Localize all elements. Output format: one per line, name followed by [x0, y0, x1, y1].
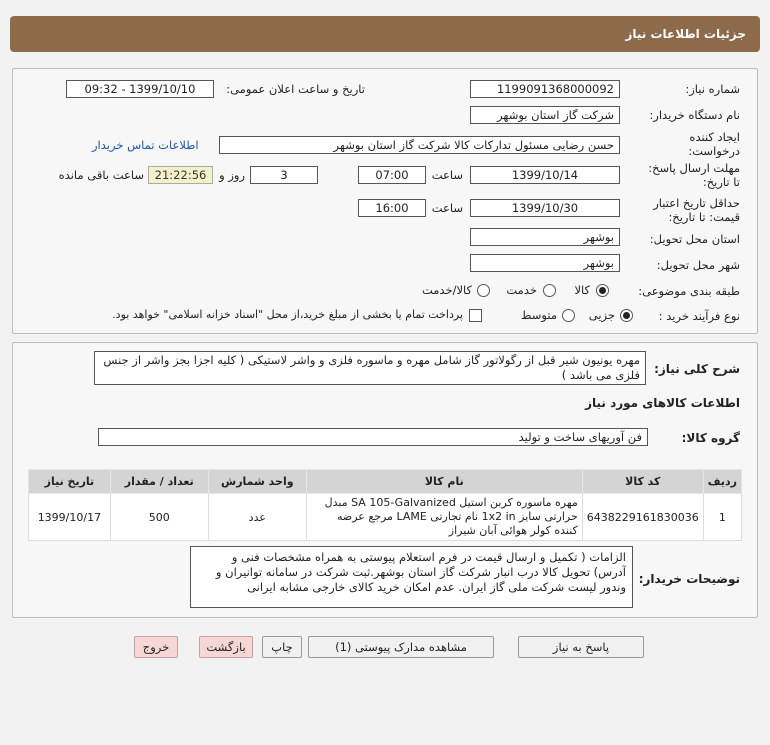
goods-group-field: فن آوریهای ساخت و تولید	[98, 428, 648, 446]
table-row[interactable]	[29, 494, 742, 541]
attachments-button[interactable]: مشاهده مدارک پیوستی (1)	[308, 636, 494, 658]
process-option-medium: متوسط	[520, 308, 557, 322]
days-field: 3	[250, 166, 318, 184]
reply-button[interactable]: پاسخ به نیاز	[518, 636, 644, 658]
process-option-minor: جزیی	[588, 308, 615, 322]
validity-time-field: 16:00	[358, 199, 426, 217]
category-label: طبقه بندی موضوعی:	[638, 284, 740, 298]
page-header	[10, 16, 760, 52]
print-button[interactable]: چاپ	[262, 636, 302, 658]
buyer-notes-field: الزامات ( تکمیل و ارسال قیمت در فرم استعلام پیوستی به همراه مشخصات فنی و آدرس) تحویل کالا درب انبار شرکت گاز استان بوشهر.ثبت شرکت در سامانه توانیران و وندور لیست شرکت ملی گاز ایران. عدم امکان خرید کالای خارجی مشابه ایرانی	[190, 546, 633, 608]
deadline-label-2: تا تاریخ:	[702, 175, 740, 189]
back-button[interactable]: بازگشت	[199, 636, 253, 658]
days-label: روز و	[219, 168, 245, 182]
need-number-field: 1199091368000092	[470, 80, 620, 98]
col-code: کد کالا	[582, 470, 703, 494]
cell-code: 6438229161830036	[582, 494, 703, 541]
process-label: نوع فرآیند خرید :	[658, 309, 740, 323]
category-radio-both[interactable]	[477, 284, 490, 297]
deadline-label-1: مهلت ارسال پاسخ:	[648, 161, 740, 175]
need-number-label: شماره نیاز:	[685, 82, 740, 96]
cell-qty: 500	[110, 494, 208, 541]
validity-label-1: حداقل تاریخ اعتبار	[653, 196, 740, 210]
deadline-time-field: 07:00	[358, 166, 426, 184]
category-option-both: کالا/خدمت	[421, 283, 472, 297]
contact-buyer-link[interactable]: اطلاعات تماس خریدار	[92, 138, 199, 152]
payment-checkbox[interactable]	[469, 309, 482, 322]
remaining-timer: 21:22:56	[148, 166, 213, 184]
col-name: نام کالا	[306, 470, 582, 494]
description-label: شرح کلی نیاز:	[654, 362, 740, 376]
deadline-date-field: 1399/10/14	[470, 166, 620, 184]
cell-name: مهره ماسوره کربن استیل SA 105-Galvanized مبدل حرارتی سایز 1x2 in نام تجارتی LAME مرجع عرضه کننده کولر هوائی آبان شیراز	[306, 494, 582, 541]
validity-time-label: ساعت	[431, 201, 463, 215]
category-option-goods: کالا	[574, 283, 590, 297]
buyer-label: نام دستگاه خریدار:	[649, 108, 740, 122]
goods-group-label: گروه کالا:	[681, 431, 740, 445]
province-field: بوشهر	[470, 228, 620, 246]
exit-button[interactable]: خروج	[134, 636, 178, 658]
category-radio-goods[interactable]	[596, 284, 609, 297]
deadline-time-label: ساعت	[431, 168, 463, 182]
process-radio-minor[interactable]	[620, 309, 633, 322]
col-date: تاریخ نیاز	[29, 470, 111, 494]
cell-unit: عدد	[208, 494, 306, 541]
creator-label-2: درخواست:	[688, 144, 740, 158]
city-label: شهر محل تحویل:	[656, 258, 740, 272]
announce-field: 1399/10/10 - 09:32	[66, 80, 214, 98]
creator-field: حسن رضایی مسئول تدارکات کالا شرکت گاز استان بوشهر	[219, 136, 620, 154]
payment-text: پرداخت تمام یا بخشی از مبلغ خرید،از محل "اسناد خزانه اسلامی" خواهد بود.	[112, 308, 463, 321]
buyer-field: شرکت گاز استان بوشهر	[470, 106, 620, 124]
goods-section-title: اطلاعات کالاهای مورد نیاز	[585, 396, 740, 410]
process-radio-medium[interactable]	[562, 309, 575, 322]
city-field: بوشهر	[470, 254, 620, 272]
items-table	[28, 469, 742, 541]
validity-date-field: 1399/10/30	[470, 199, 620, 217]
col-unit: واحد شمارش	[208, 470, 306, 494]
description-field: مهره یونیون شیر قبل از رگولاتور گاز شامل مهره و ماسوره فلزی و واشر لاستیکی ( کلیه اجزا بجز واشر از جنس فلزی می باشد )	[94, 351, 646, 385]
cell-date: 1399/10/17	[29, 494, 111, 541]
announce-label: تاریخ و ساعت اعلان عمومی:	[226, 82, 365, 96]
validity-label-2: قیمت: تا تاریخ:	[668, 210, 740, 224]
remaining-label: ساعت باقی مانده	[58, 168, 144, 182]
cell-row: 1	[703, 494, 741, 541]
creator-label-1: ایجاد کننده	[689, 130, 740, 144]
province-label: استان محل تحویل:	[649, 232, 740, 246]
col-qty: تعداد / مقدار	[110, 470, 208, 494]
category-option-service: خدمت	[506, 283, 537, 297]
buyer-notes-label: توضیحات خریدار:	[638, 572, 740, 586]
col-row: ردیف	[703, 470, 741, 494]
page-title: جزئیات اطلاعات نیاز	[625, 27, 746, 41]
category-radio-service[interactable]	[543, 284, 556, 297]
table-header-row	[29, 470, 742, 494]
